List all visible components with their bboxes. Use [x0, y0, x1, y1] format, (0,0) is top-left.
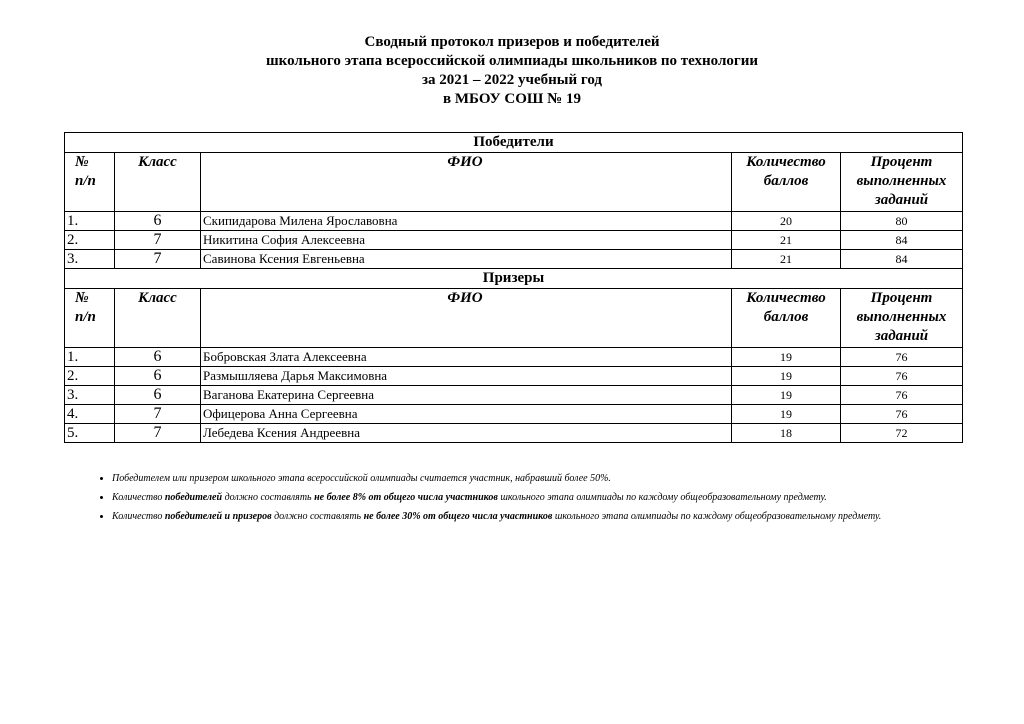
row-score: 21: [732, 250, 841, 269]
column-header-percent: Процент выполненных заданий: [841, 153, 963, 212]
document-heading: [0, 33, 1024, 109]
prizewinners-section: [65, 269, 963, 443]
row-class: 7: [115, 405, 201, 424]
table-row: [65, 386, 963, 405]
row-class: 6: [115, 212, 201, 231]
row-number: 1.: [65, 212, 115, 231]
row-name: Никитина София Алексеевна: [201, 231, 732, 250]
column-header-score: Количество баллов: [732, 153, 841, 212]
heading-line-1: Сводный протокол призеров и победителей: [364, 34, 660, 50]
row-percent: 84: [841, 231, 963, 250]
row-name: Офицерова Анна Сергеевна: [201, 405, 732, 424]
winners-title-row: [65, 133, 963, 153]
row-name: Размышляева Дарья Максимовна: [201, 367, 732, 386]
heading-line-3: за 2021 – 2022 учебный год: [422, 72, 602, 88]
row-number: 2.: [65, 231, 115, 250]
column-header-number: № п/п: [65, 153, 115, 212]
column-header-fio: ФИО: [201, 289, 732, 348]
row-percent: 80: [841, 212, 963, 231]
row-percent: 84: [841, 250, 963, 269]
row-number: 1.: [65, 348, 115, 367]
row-score: 20: [732, 212, 841, 231]
results-table: [64, 132, 963, 443]
table-row: [65, 367, 963, 386]
note-item: • Победителем или призером школьного этапа всероссийской олимпиады считается участник, набравший более 50%.: [112, 470, 982, 487]
winners-header-row: [65, 153, 963, 212]
row-number: 4.: [65, 405, 115, 424]
table-row: [65, 424, 963, 443]
prizewinners-header-row: [65, 289, 963, 348]
column-header-class: Класс: [115, 153, 201, 212]
row-number: 3.: [65, 386, 115, 405]
winners-title: Победители: [65, 133, 963, 153]
row-number: 2.: [65, 367, 115, 386]
row-class: 6: [115, 348, 201, 367]
table-row: [65, 231, 963, 250]
row-class: 7: [115, 424, 201, 443]
row-name: Савинова Ксения Евгеньевна: [201, 250, 732, 269]
winners-section: [65, 133, 963, 269]
heading-line-4: в МБОУ СОШ № 19: [443, 91, 581, 107]
row-score: 18: [732, 424, 841, 443]
column-header-fio: ФИО: [201, 153, 732, 212]
row-name: Скипидарова Милена Ярославовна: [201, 212, 732, 231]
heading-line-2: школьного этапа всероссийской олимпиады школьников по технологии: [266, 53, 758, 69]
row-number: 5.: [65, 424, 115, 443]
column-header-number: № п/п: [65, 289, 115, 348]
row-score: 19: [732, 386, 841, 405]
row-percent: 76: [841, 348, 963, 367]
column-header-class: Класс: [115, 289, 201, 348]
row-score: 21: [732, 231, 841, 250]
row-name: Бобровская Злата Алексеевна: [201, 348, 732, 367]
note-item: • Количество победителей должно составлять не более 8% от общего числа участников школьного этапа олимпиады по каждому общеобразовательному предмету.: [112, 489, 982, 506]
row-score: 19: [732, 367, 841, 386]
row-percent: 76: [841, 367, 963, 386]
row-class: 7: [115, 231, 201, 250]
table-row: [65, 250, 963, 269]
row-percent: 76: [841, 386, 963, 405]
column-header-score: Количество баллов: [732, 289, 841, 348]
row-number: 3.: [65, 250, 115, 269]
row-name: Лебедева Ксения Андреевна: [201, 424, 732, 443]
note-item: • Количество победителей и призеров должно составлять не более 30% от общего числа участников школьного этапа олимпиады по каждому общеобразовательному предмету.: [112, 508, 982, 525]
row-class: 7: [115, 250, 201, 269]
column-header-percent: Процент выполненных заданий: [841, 289, 963, 348]
row-score: 19: [732, 405, 841, 424]
row-class: 6: [115, 367, 201, 386]
table-row: [65, 212, 963, 231]
row-percent: 72: [841, 424, 963, 443]
row-percent: 76: [841, 405, 963, 424]
table-row: [65, 348, 963, 367]
row-name: Ваганова Екатерина Сергеевна: [201, 386, 732, 405]
row-score: 19: [732, 348, 841, 367]
row-class: 6: [115, 386, 201, 405]
table-row: [65, 405, 963, 424]
prizewinners-title: Призеры: [65, 269, 963, 289]
prizewinners-title-row: [65, 269, 963, 289]
notes-list: [88, 470, 982, 527]
